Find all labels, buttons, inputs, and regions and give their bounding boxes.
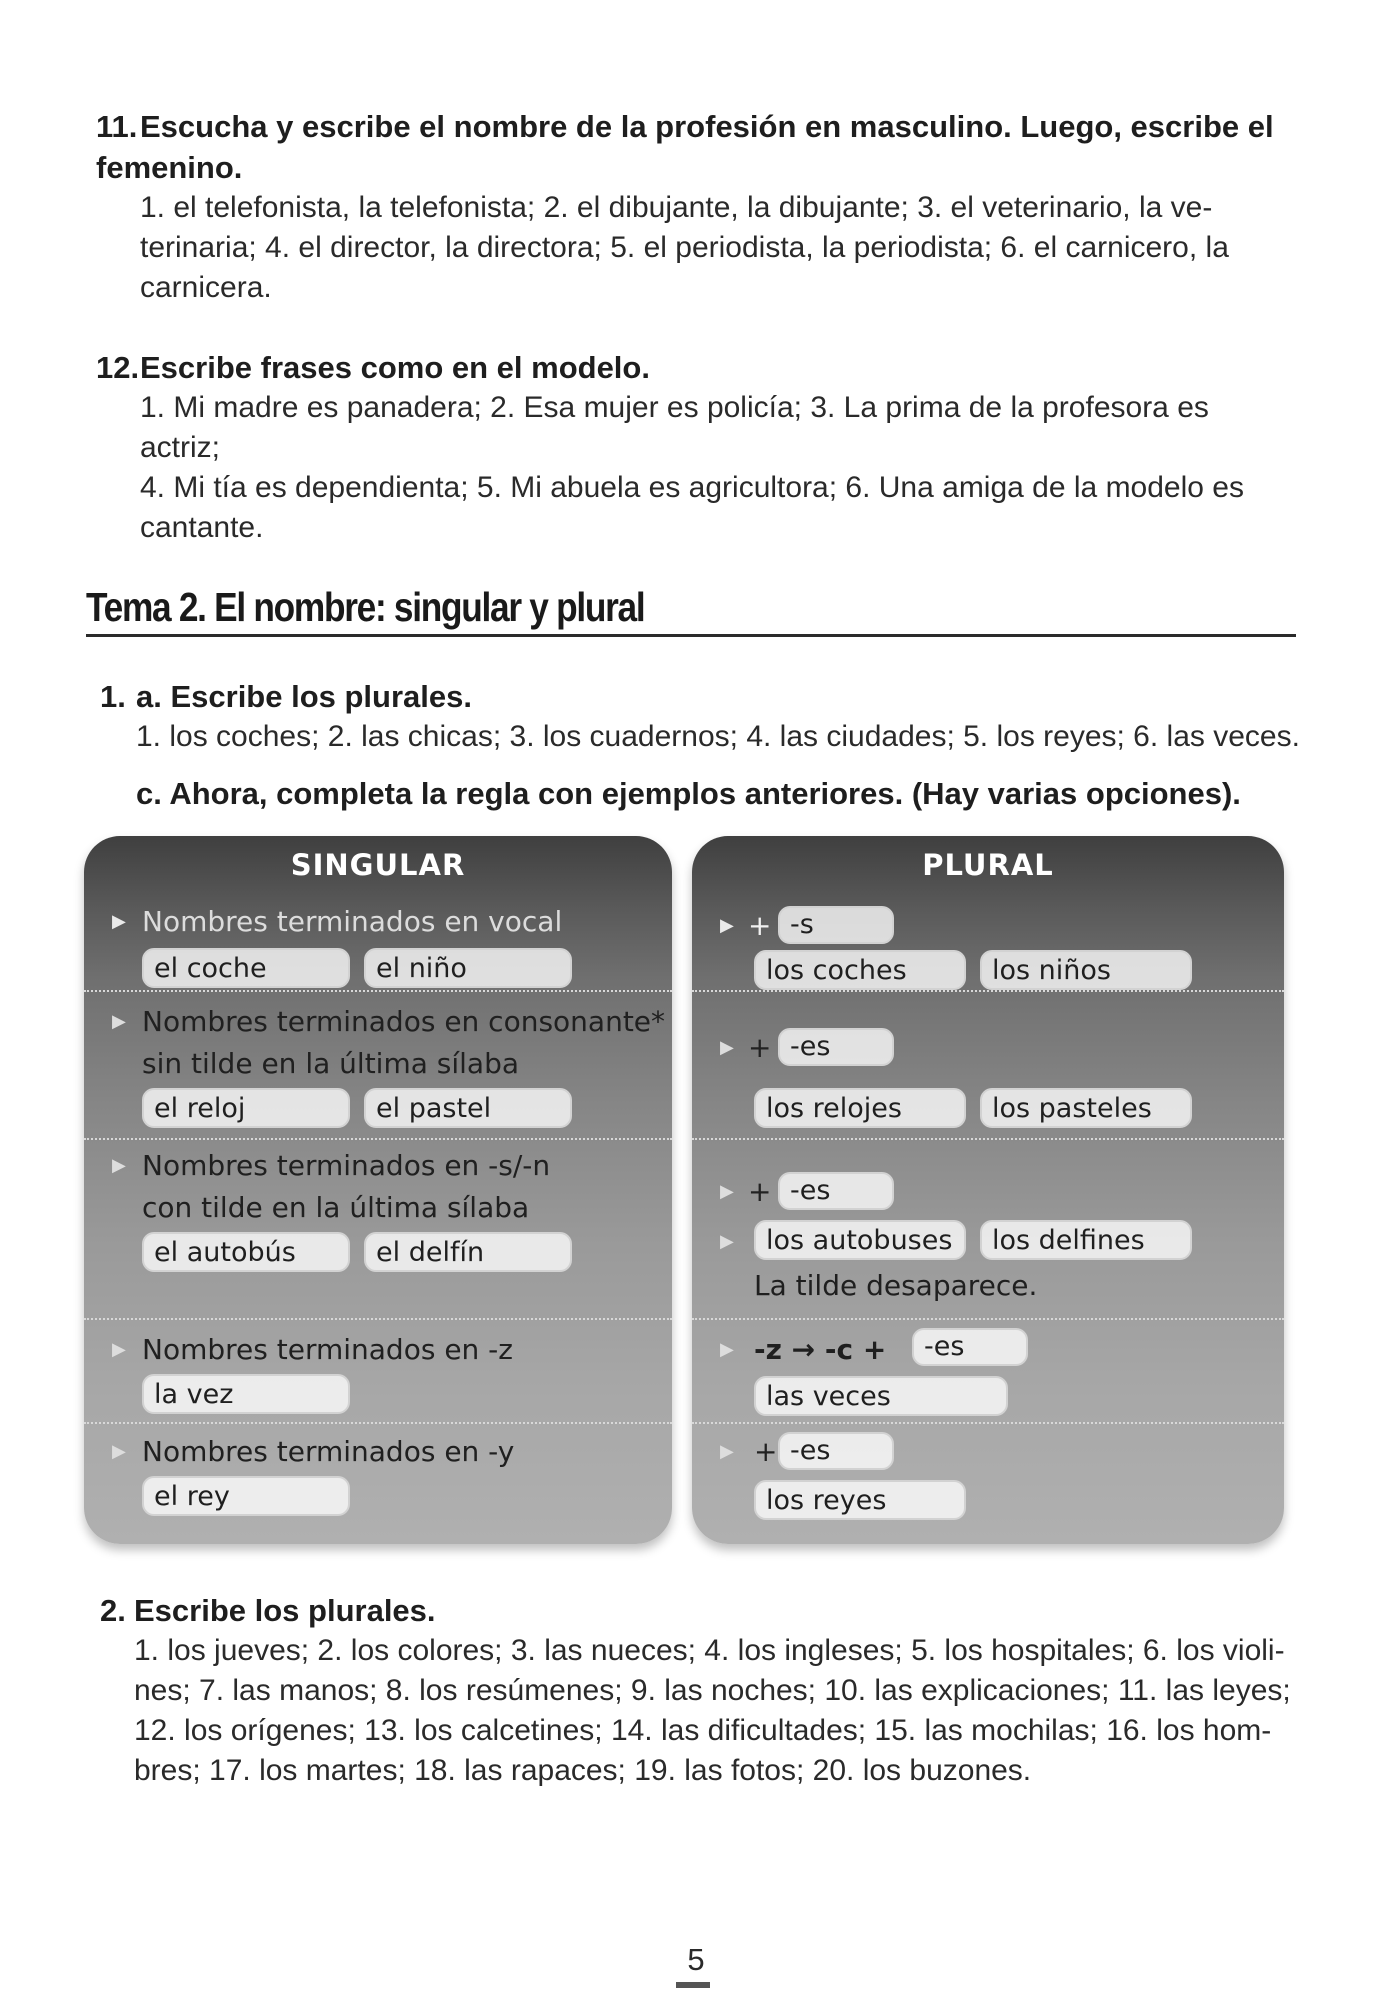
answer-line: 1. el telefonista, la telefonista; 2. el dibujante, la dibujante; 3. el veterinario, la ve- xyxy=(140,191,1213,224)
example-pill: los relojes xyxy=(754,1088,966,1128)
singular-title: SINGULAR xyxy=(290,848,466,882)
exercise-2-heading: Escribe los plurales. xyxy=(134,1593,436,1628)
exercise-12-number: 12. xyxy=(96,350,140,385)
triangle-bullet-icon: ▶ xyxy=(720,1037,734,1058)
answer-line: 1. los coches; 2. las chicas; 3. los cuadernos; 4. las ciudades; 5. los reyes; 6. las veces. xyxy=(136,720,1300,753)
exercise-11 xyxy=(96,106,1296,308)
exercise-2-answers xyxy=(134,1631,1300,1791)
triangle-bullet-icon: ▶ xyxy=(720,1181,734,1202)
rule-text: Nombres terminados en -z xyxy=(142,1333,513,1366)
section-heading xyxy=(86,584,1296,637)
triangle-bullet-icon: ▶ xyxy=(112,1441,126,1462)
example-pill: el reloj xyxy=(142,1088,350,1128)
answer-line: bres; 17. los martes; 18. las rapaces; 19. las fotos; 20. los buzones. xyxy=(134,1754,1032,1787)
rule-text: con tilde en la última sílaba xyxy=(142,1191,530,1224)
rule-text: Nombres terminados en consonante* xyxy=(142,1005,666,1038)
answer-line: carnicera. xyxy=(140,271,272,304)
accent-note: La tilde desaparece. xyxy=(754,1269,1038,1302)
singular-row-z xyxy=(84,1318,672,1424)
exercise-2-number: 2. xyxy=(100,1593,126,1628)
example-pill: los pasteles xyxy=(980,1088,1192,1128)
example-pill: la vez xyxy=(142,1374,350,1414)
example-pill: el niño xyxy=(364,948,572,988)
answer-line: nes; 7. las manos; 8. los resúmenes; 9. las noches; 10. las explicaciones; 11. las leyes; xyxy=(134,1674,1291,1707)
plural-row-z xyxy=(692,1318,1284,1424)
triangle-bullet-icon: ▶ xyxy=(112,1155,126,1176)
plus-sign: + xyxy=(754,1435,778,1468)
suffix-pill: -es xyxy=(778,1028,894,1066)
plural-row-y xyxy=(692,1422,1284,1544)
exercise-12-title xyxy=(96,347,1296,388)
exercise-12-heading: Escribe frases como en el modelo. xyxy=(140,350,650,385)
example-pill: el delfín xyxy=(364,1232,572,1272)
triangle-bullet-icon: ▶ xyxy=(112,1339,126,1360)
plural-panel xyxy=(692,836,1284,1544)
plural-row-s-n xyxy=(692,1138,1284,1310)
exercise-1 xyxy=(100,676,1300,757)
exercise-1-title xyxy=(100,676,1300,717)
triangle-bullet-icon: ▶ xyxy=(720,1339,734,1360)
exercise-2-title xyxy=(100,1590,1300,1631)
example-pill: los coches xyxy=(754,950,966,990)
answer-line: 1. Mi madre es panadera; 2. Esa mujer es policía; 3. La prima de la profesora es actriz; xyxy=(140,391,1209,464)
example-pill: el coche xyxy=(142,948,350,988)
page-number-underline xyxy=(676,1982,710,1988)
singular-row-s-n xyxy=(84,1138,672,1310)
example-pill: el autobús xyxy=(142,1232,350,1272)
suffix-pill: -es xyxy=(778,1432,894,1470)
example-pill: los niños xyxy=(980,950,1192,990)
answer-line: cantante. xyxy=(140,511,264,544)
example-pill: el pastel xyxy=(364,1088,572,1128)
example-pill: los delfines xyxy=(980,1220,1192,1260)
answer-line: 4. Mi tía es dependienta; 5. Mi abuela es agricultora; 6. Una amiga de la modelo es xyxy=(140,471,1244,504)
plus-sign: + xyxy=(748,1175,772,1208)
triangle-bullet-icon: ▶ xyxy=(112,1011,126,1032)
answer-line: terinaria; 4. el director, la directora; 5. el periodista, la periodista; 6. el carnicero, la xyxy=(140,231,1229,264)
exercise-2 xyxy=(100,1590,1300,1791)
exercise-12 xyxy=(96,347,1296,548)
rule-text: Nombres terminados en -y xyxy=(142,1435,515,1468)
suffix-pill: -s xyxy=(778,906,894,944)
suffix-pill: -es xyxy=(778,1172,894,1210)
plus-sign: + xyxy=(748,1031,772,1064)
section-heading-text: Tema 2. El nombre: singular y plural xyxy=(86,584,645,630)
plural-title: PLURAL xyxy=(922,848,1054,882)
example-pill: los reyes xyxy=(754,1480,966,1520)
rule-text: Nombres terminados en -s/-n xyxy=(142,1149,551,1182)
example-pill: los autobuses xyxy=(754,1220,966,1260)
singular-row-y xyxy=(84,1422,672,1544)
exercise-11-number: 11. xyxy=(96,109,138,144)
exercise-12-answers xyxy=(140,388,1296,548)
exercise-1-answers xyxy=(136,717,1300,757)
plural-row-consonant xyxy=(692,990,1284,1132)
exercise-11-heading: Escucha y escribe el nombre de la profesión en masculino. Luego, escribe el femenino. xyxy=(96,109,1274,185)
answer-line: 12. los orígenes; 13. los calcetines; 14. las dificultades; 15. las mochilas; 16. los hom- xyxy=(134,1714,1272,1747)
z-to-c-rule: -z → -c + xyxy=(754,1333,887,1366)
rule-text: sin tilde en la última sílaba xyxy=(142,1047,520,1080)
singular-row-consonant xyxy=(84,990,672,1132)
exercise-1c-instruction: c. Ahora, completa la regla con ejemplos anteriores. (Hay varias opciones). xyxy=(136,776,1241,811)
page-number: 5 xyxy=(687,1942,705,1977)
triangle-bullet-icon: ▶ xyxy=(720,915,734,936)
example-pill: las veces xyxy=(754,1376,1008,1416)
plural-row-s xyxy=(692,898,1284,990)
exercise-1-number: 1. xyxy=(100,679,126,714)
exercise-1-heading: a. Escribe los plurales. xyxy=(136,679,472,714)
answer-line: 1. los jueves; 2. los colores; 3. las nueces; 4. los ingleses; 5. los hospitales; 6. los violi- xyxy=(134,1634,1285,1667)
exercise-11-title xyxy=(96,106,1296,188)
plus-sign: + xyxy=(748,909,772,942)
singular-panel xyxy=(84,836,672,1544)
example-pill: el rey xyxy=(142,1476,350,1516)
suffix-pill: -es xyxy=(912,1328,1028,1366)
triangle-bullet-icon: ▶ xyxy=(720,1231,734,1252)
triangle-bullet-icon: ▶ xyxy=(112,911,126,932)
exercise-11-answers xyxy=(140,188,1296,308)
rule-text: Nombres terminados en vocal xyxy=(142,905,563,938)
triangle-bullet-icon: ▶ xyxy=(720,1441,734,1462)
